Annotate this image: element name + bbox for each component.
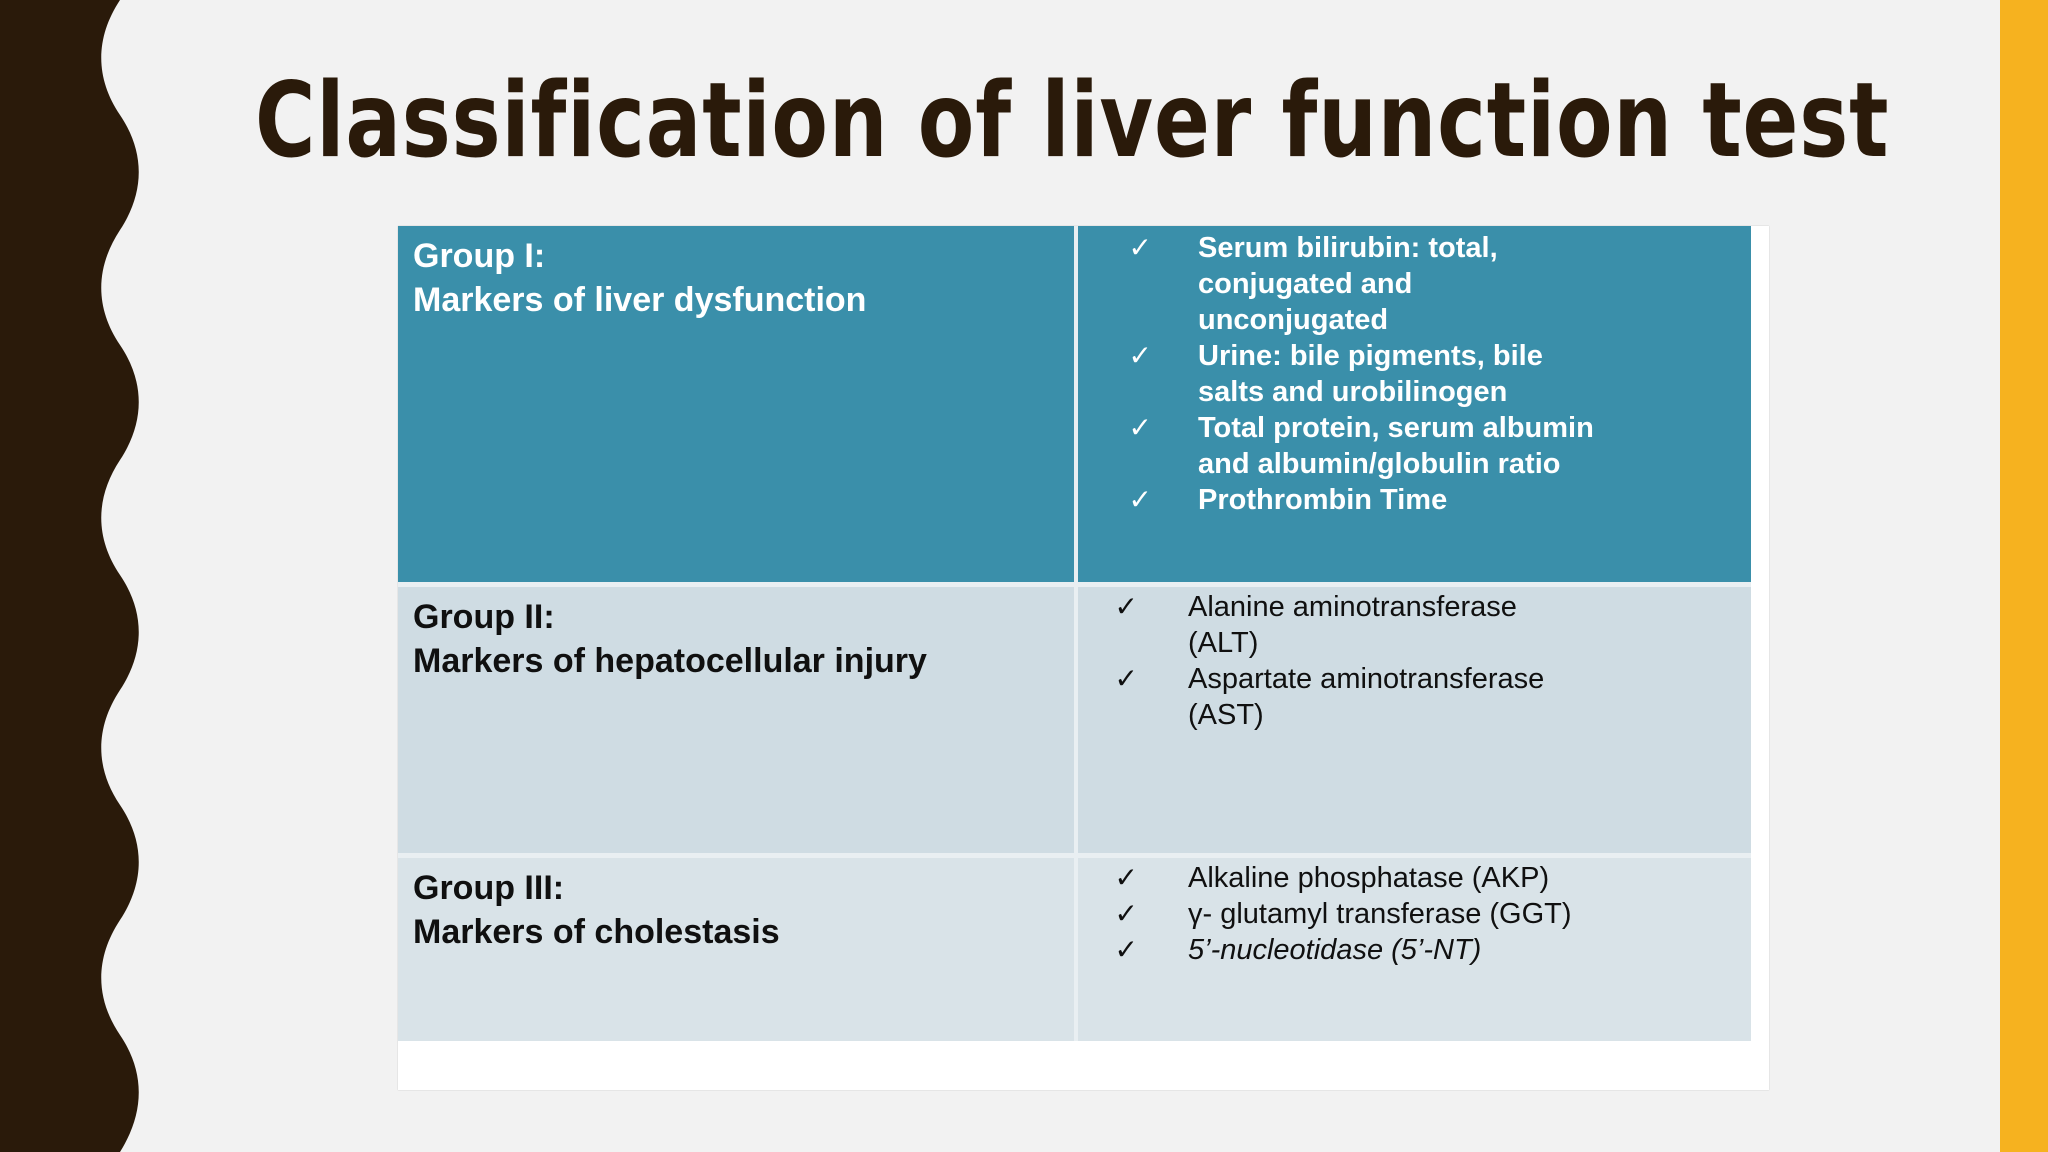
group-description: Markers of cholestasis	[413, 913, 780, 951]
group-description: Markers of liver dysfunction	[413, 281, 867, 319]
marker-line: Alanine aminotransferase	[1188, 591, 1517, 623]
group-name: Group I:	[413, 237, 546, 275]
marker-line: Aspartate aminotransferase	[1188, 663, 1545, 695]
marker-line: Serum bilirubin: total,	[1198, 232, 1498, 264]
check-mark-icon: ✓	[1128, 339, 1152, 372]
list-item	[1078, 589, 1751, 661]
marker-line: Total protein, serum albumin	[1198, 412, 1594, 444]
list-item	[1078, 661, 1751, 733]
marker-text	[1198, 230, 1498, 338]
group-cell	[398, 858, 1074, 1041]
group-cell	[398, 226, 1074, 582]
marker-line: unconjugated	[1198, 304, 1389, 336]
classification-table-image	[398, 226, 1769, 1090]
check-mark-icon: ✓	[1128, 411, 1152, 444]
group-name: Group III:	[413, 869, 565, 907]
right-accent-bar	[2000, 0, 2048, 1152]
group-name: Group II:	[413, 598, 555, 636]
check-mark-icon: ✓	[1114, 662, 1138, 695]
marker-text	[1198, 338, 1543, 410]
table-row-group-2	[398, 587, 1751, 853]
list-item	[1078, 338, 1751, 410]
marker-line: Urine: bile pigments, bile	[1198, 340, 1543, 372]
slide-title: Classification of liver function test	[255, 61, 1890, 181]
marker-line: (AST)	[1188, 699, 1264, 731]
marker-line: and albumin/globulin ratio	[1198, 448, 1561, 480]
check-mark-icon: ✓	[1128, 231, 1152, 264]
marker-text: Alkaline phosphatase (AKP)	[1188, 862, 1550, 894]
marker-list	[1078, 587, 1751, 853]
wavy-left-border	[0, 0, 160, 1152]
marker-text	[1188, 661, 1544, 733]
list-item	[1078, 410, 1751, 482]
classification-table	[398, 226, 1751, 1041]
list-item	[1078, 482, 1751, 518]
marker-line: Prothrombin Time	[1198, 484, 1448, 516]
check-mark-icon: ✓	[1114, 861, 1138, 894]
marker-list	[1078, 858, 1751, 1041]
table-row-group-3	[398, 858, 1751, 1041]
check-mark-icon: ✓	[1114, 933, 1138, 966]
group-cell	[398, 587, 1074, 853]
marker-line: conjugated and	[1198, 268, 1413, 300]
list-item	[1078, 860, 1751, 896]
table-row-group-1	[398, 226, 1751, 582]
marker-list	[1078, 226, 1751, 582]
list-item	[1078, 230, 1751, 338]
marker-text: 5’-nucleotidase (5’-NT)	[1188, 934, 1482, 966]
marker-text	[1188, 589, 1517, 661]
marker-text	[1198, 410, 1594, 482]
group-description: Markers of hepatocellular injury	[413, 642, 927, 680]
check-mark-icon: ✓	[1114, 590, 1138, 623]
list-item	[1078, 896, 1751, 932]
list-item	[1078, 932, 1751, 968]
check-mark-icon: ✓	[1114, 897, 1138, 930]
marker-line: (ALT)	[1188, 627, 1259, 659]
check-mark-icon: ✓	[1128, 483, 1152, 516]
marker-text	[1198, 482, 1447, 518]
marker-line: salts and urobilinogen	[1198, 376, 1508, 408]
marker-text: γ- glutamyl transferase (GGT)	[1188, 898, 1572, 930]
